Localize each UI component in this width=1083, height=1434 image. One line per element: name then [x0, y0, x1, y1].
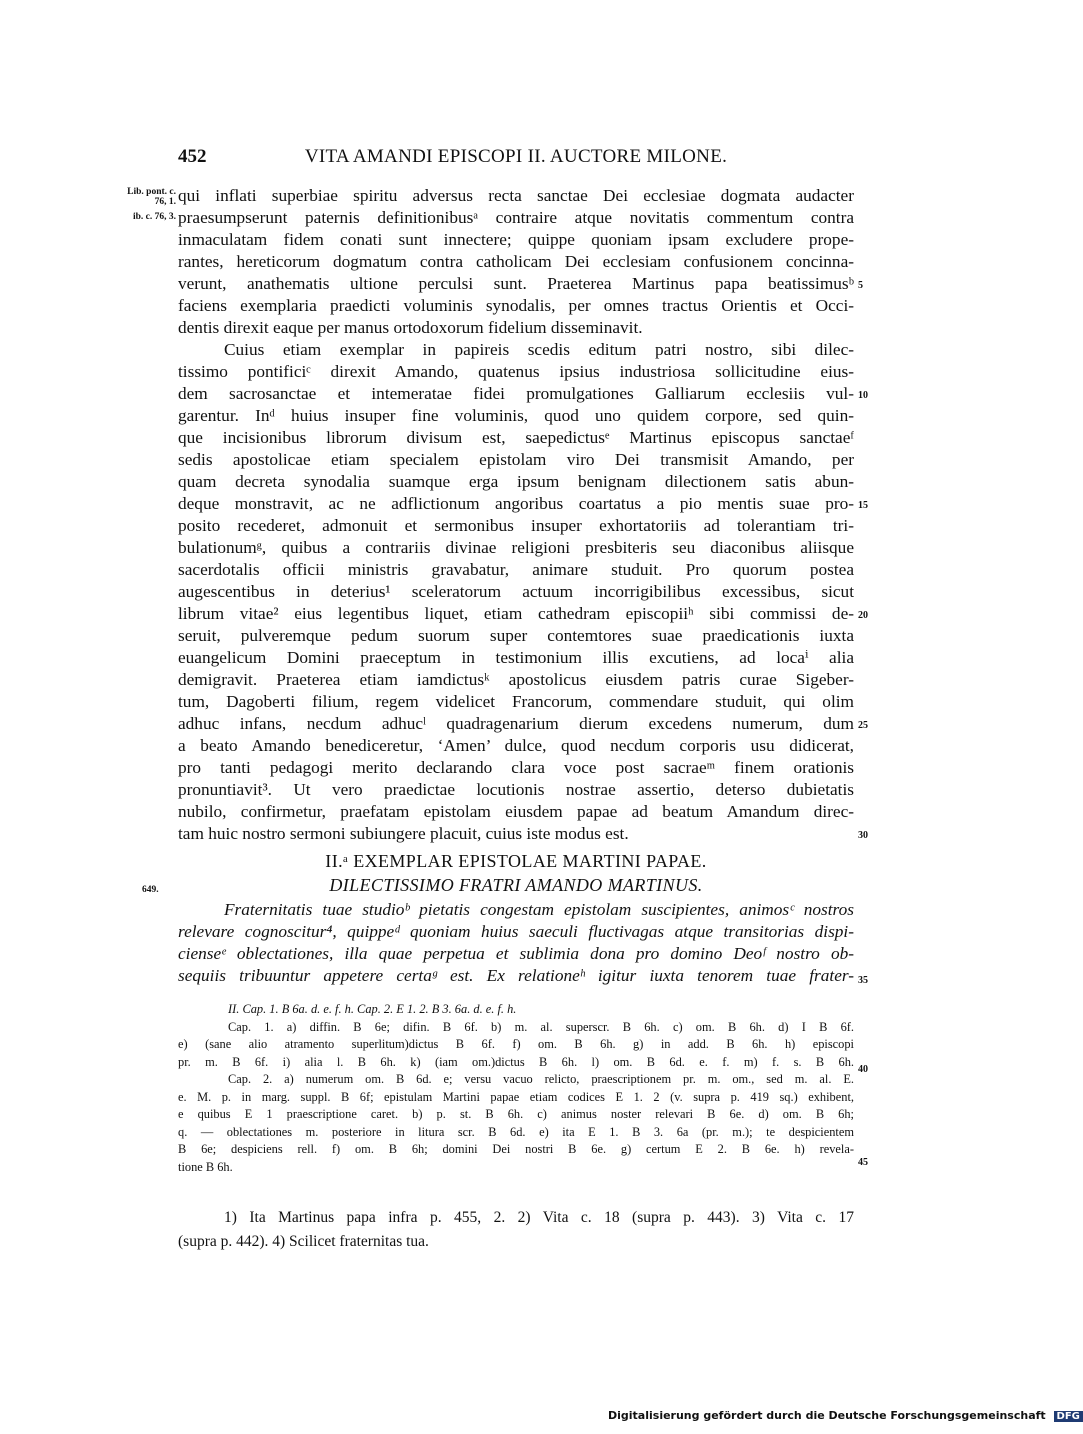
margin-note-lib-pont: Lib. pont. c. 76, 1.	[127, 187, 176, 207]
text-line: qui inflati superbiae spiritu adversus recta sanctae Dei ecclesiae dogmata audacter	[178, 186, 854, 205]
line-number: 5	[858, 280, 863, 291]
section-heading: II.ᵃ EXEMPLAR EPISTOLAE MARTINI PAPAE.	[325, 851, 707, 871]
line-number: 10	[858, 390, 868, 401]
text-line: tam huic nostro sermoni subiungere placuit, cuius iste modus est.	[178, 824, 629, 843]
text-line: que incisionibus librorum divisum est, saepedictusᵉ Martinus episcopus sanctaeᶠ	[178, 428, 854, 447]
line-number: 25	[858, 720, 868, 731]
line-number: 40	[858, 1064, 868, 1075]
text-line: rantes, hereticorum dogmatum contra catholicam Dei ecclesiam confusionem concinna-	[178, 252, 854, 271]
text-line: demigravit. Praeterea etiam iamdictusᵏ apostolicus eiusdem patris curae Sigeber-	[178, 670, 854, 689]
digitization-credit	[608, 1409, 1083, 1422]
apparatus-line: q. — oblectationes m. posteriore in litura scr. B 6d. e) ita E 1. B 3. 6a (pr. m.); te despicientem	[178, 1124, 854, 1139]
text-line: sequiis tribuuntur appetere certaᵍ est. Ex relationeʰ igitur iuxta tenorem tuae frater-	[178, 966, 854, 985]
dfg-logo: DFG	[1054, 1411, 1083, 1422]
apparatus-line: B 6e; despiciens rell. f) om. B 6h; domini Dei nostri B 6e. g) certum E 2. B 6e. h) revela-	[178, 1142, 854, 1156]
apparatus-line: e) (sane alio atramento superlitum)dictus B 6f. f) om. B 6h. g) in add. B 6h. h) episcopi	[178, 1037, 854, 1051]
apparatus-line: tione B 6h.	[178, 1159, 233, 1174]
text-line: pro tanti pedagogi merito declarando clara voce post sacraeᵐ finem orationis	[178, 758, 854, 777]
text-line: praesumpserunt paternis definitionibusᵃ contraire atque novitatis commentum contra	[178, 208, 854, 227]
text-line: tissimo pontificiᶜ direxit Amando, quatenus ipsius industriosa sollicitudine eius-	[178, 362, 854, 381]
text-line: verunt, anathematis ultione perculsi sunt. Praeterea Martinus papa beatissimusᵇ	[178, 274, 854, 293]
text-line: dem sacrosanctae et intemeratae fidei promulgationes Galliarum ecclesiis vul-	[178, 384, 854, 403]
apparatus-line: e quibus E 1 praescriptione caret. b) p. st. B 6h. c) animus noster relevari B 6e. d) om. B 6h;	[178, 1107, 854, 1121]
line-number: 20	[858, 610, 868, 621]
apparatus-line: e. M. p. in marg. suppl. B 6f; epistulam Martini papae etiam codices E 1. 2 (v. supra p. 419 sq.) exhibent,	[178, 1089, 854, 1104]
text-line: nubilo, confirmetur, praefatam epistolam eiusdem papae ad beatum Amandum direc-	[178, 802, 854, 821]
running-header	[178, 146, 854, 170]
line-number: 15	[858, 500, 868, 511]
line-number: 30	[858, 830, 868, 841]
footnote-line: (supra p. 442). 4) Scilicet fraternitas tua.	[178, 1233, 429, 1250]
text-line: faciens exemplaria praedicti voluminis synodalis, per omnes tractus Orientis et Occi-	[178, 296, 854, 315]
critical-apparatus	[178, 1001, 854, 1176]
text-line: Fraternitatis tuae studioᵇ pietatis congestam epistolam suscipientes, animosᶜ nostros	[224, 900, 854, 919]
text-line: librum vitae² eius legentibus liquet, etiam cathedram episcopiiʰ sibi commissi de-	[178, 604, 854, 623]
running-title: VITA AMANDI EPISCOPI II. AUCTORE MILONE.	[304, 146, 728, 167]
footnote-line: 1) Ita Martinus papa infra p. 455, 2. 2) Vita c. 18 (supra p. 443). 3) Vita c. 17	[224, 1209, 854, 1226]
apparatus-line: pr. m. B 6f. i) alia l. B 6h. k) (iam om.)dictus B 6h. l) om. B 6d. e. f. m) f. s. B 6h.	[178, 1054, 854, 1069]
text-line: garentur. Inᵈ huius insuper fine voluminis, quod uno quidem corpore, sed quin-	[178, 406, 854, 425]
margin-note-year: 649.	[142, 885, 159, 895]
text-line: pronuntiavit³. Ut vero praedictae locutionis nostrae assertio, deterso dubietatis	[178, 780, 854, 799]
apparatus-line: II. Cap. 1. B 6a. d. e. f. h. Cap. 2. E 1. 2. B 3. 6a. d. e. f. h.	[228, 1002, 517, 1016]
page-number: 452	[178, 146, 207, 167]
text-line: inmaculatam fidem conati sunt innectere; quippe quoniam ipsam excludere prope-	[178, 230, 854, 249]
text-line: bulationumᵍ, quibus a contrariis divinae religioni presbiteris seu diaconibus aliisque	[178, 538, 854, 557]
text-line: tum, Dagoberti filium, regem videlicet Francorum, commendare studuit, qui olim	[178, 692, 854, 711]
letter-text	[178, 899, 854, 987]
text-line: quam decreta synodalia suamque erga ipsum benignam dilectionem satis abun-	[178, 472, 854, 491]
text-line: Cuius etiam exemplar in papireis scedis editum patri nostro, sibi dilec-	[224, 340, 854, 359]
credit-text: Digitalisierung gefördert durch die Deutsche Forschungsgemeinschaft	[608, 1409, 1046, 1422]
section-subheading: DILECTISSIMO FRATRI AMANDO MARTINUS.	[329, 875, 703, 895]
text-line: a beato Amando benediceretur, ‘Amen’ dulce, quod necdum corporis usu didicerat,	[178, 736, 854, 755]
text-line: relevare cognoscitur⁴, quippeᵈ quoniam huius saeculi fluctivagas atque transitorias dispi-	[178, 922, 854, 941]
text-line: seruit, pulveremque pedum suorum super contemtores suae praedicationis iuxta	[178, 626, 854, 645]
text-line: sedis apostolicae etiam specialem epistolam viro Dei transmisit Amando, per	[178, 450, 854, 469]
margin-note-ib: ib. c. 76, 3.	[132, 212, 176, 222]
apparatus-line: Cap. 2. a) numerum om. B 6d. e; versu vacuo relicto, praescriptionem pr. m. om., sed m. al. E.	[228, 1072, 854, 1086]
text-line: augescentibus in deterius¹ sceleratorum actuum incorrigibilibus excessibus, sicut	[178, 582, 854, 601]
text-line: cienseᵉ oblectationes, illa quae perpetua et sublimia dona pro domino Deoᶠ nostro ob-	[178, 944, 854, 963]
main-text	[178, 185, 854, 845]
text-line: euangelicum Domini praeceptum in testimonium illis excutiens, ad locaⁱ alia	[178, 648, 854, 667]
text-line: deque monstravit, ac ne adflictionum angoribus coartatus a pio mentis suae pro-	[178, 494, 854, 513]
text-line: dentis direxit eaque per manus ortodoxorum fidelium disseminavit.	[178, 318, 643, 337]
line-number: 35	[858, 975, 868, 986]
text-line: sacerdotalis officii ministris gravabatur, animare studuit. Pro quorum postea	[178, 560, 854, 579]
footnotes	[178, 1206, 854, 1254]
line-number: 45	[858, 1157, 868, 1168]
text-line: posito recederet, admonuit et sermonibus insuper exhortatoriis ad tolerantiam tri-	[178, 516, 854, 535]
text-line: adhuc infans, necdum adhucˡ quadragenarium dierum excedens numerum, dum	[178, 714, 854, 733]
apparatus-line: Cap. 1. a) diffin. B 6e; difin. B 6f. b) m. al. superscr. B 6h. c) om. B 6h. d) I B 6f.	[228, 1019, 854, 1034]
